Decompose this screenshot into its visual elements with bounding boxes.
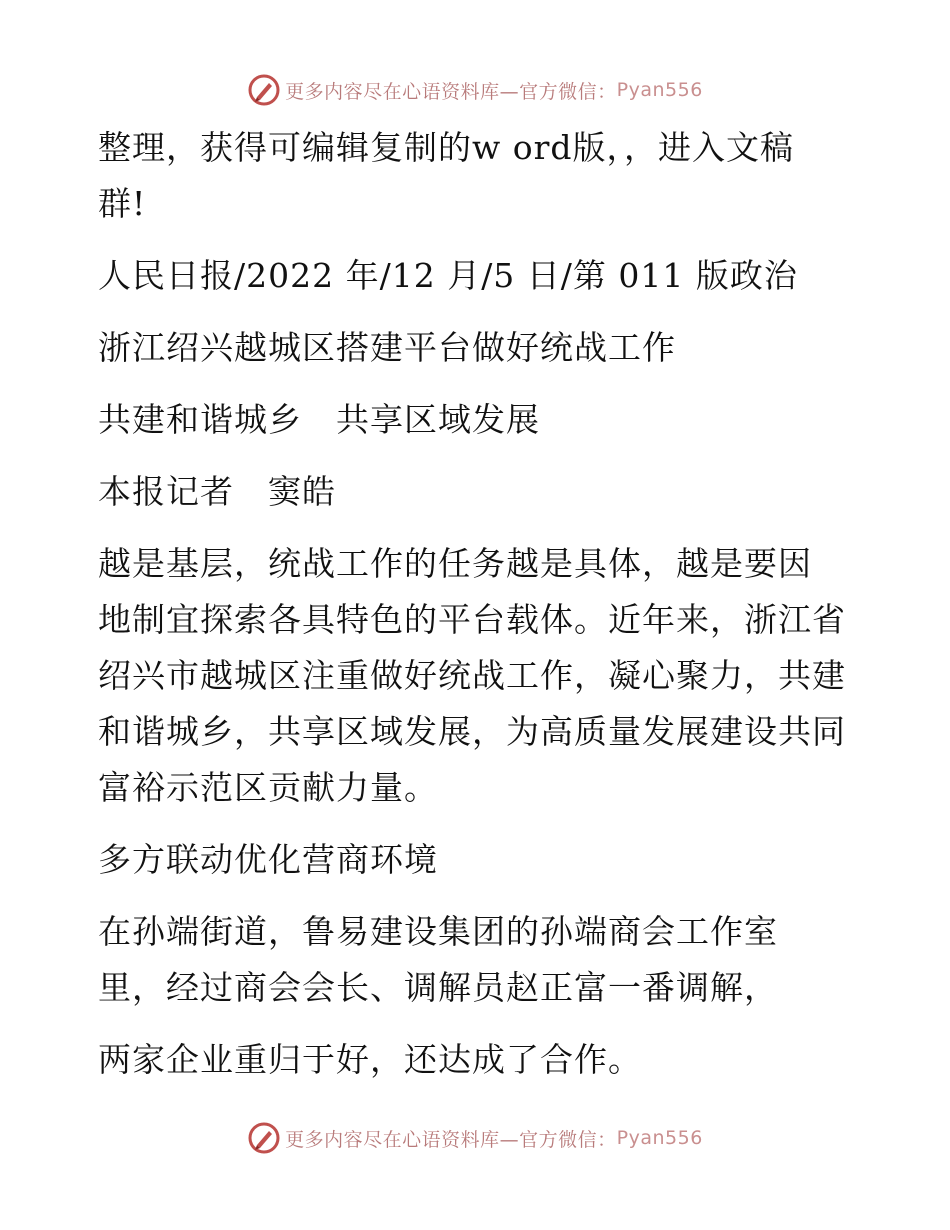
article-title: 浙江绍兴越城区搭建平台做好统战工作 <box>98 328 676 367</box>
text-line: 越是基层，统战工作的任务越是具体，越是要因 <box>98 544 812 583</box>
pen-logo-icon <box>247 73 281 107</box>
text-line: 群! <box>98 184 147 223</box>
article-subtitle: 共建和谐城乡 共享区域发展 <box>98 400 540 439</box>
banner-text: 更多内容尽在心语资料库—官方微信： <box>285 80 617 103</box>
text-line: 绍兴市越城区注重做好统战工作，凝心聚力，共建 <box>98 656 846 695</box>
banner-text: 更多内容尽在心语资料库—官方微信： <box>285 1128 617 1151</box>
banner-wechat-handle: Pyan556 <box>616 79 703 101</box>
pen-logo-icon <box>247 1121 281 1155</box>
text-line: 在孙端街道，鲁易建设集团的孙端商会工作室 <box>98 912 778 951</box>
header-watermark-banner <box>0 70 950 110</box>
section-heading: 多方联动优化营商环境 <box>98 840 438 879</box>
footer-watermark-banner <box>0 1118 950 1158</box>
text-line: 地制宜探索各具特色的平台载体。近年来，浙江省 <box>98 600 846 639</box>
text-line: 富裕示范区贡献力量。 <box>98 768 438 807</box>
banner-wechat-handle: Pyan556 <box>616 1127 703 1149</box>
document-body <box>98 120 858 1088</box>
publication-info: 人民日报/2022 年/12 月/5 日/第 011 版政治 <box>98 256 798 295</box>
text-line: 里，经过商会会长、调解员赵正富一番调解， <box>98 968 778 1007</box>
text-line: 两家企业重归于好，还达成了合作。 <box>98 1040 642 1079</box>
text-line: 和谐城乡，共享区域发展，为高质量发展建设共同 <box>98 712 846 751</box>
text-line: 整理，获得可编辑复制的w ord版，，进入文稿 <box>98 128 795 167</box>
article-byline: 本报记者 窦皓 <box>98 472 336 511</box>
